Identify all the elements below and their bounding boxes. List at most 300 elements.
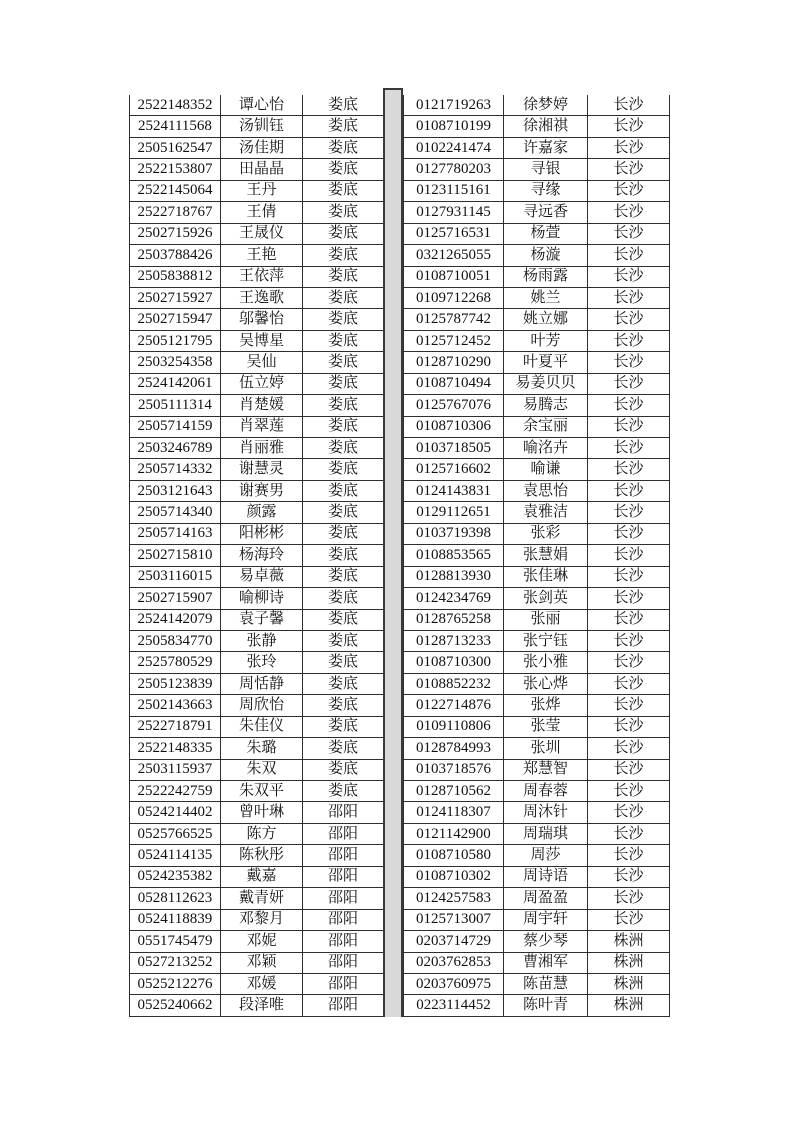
id-cell: 2522148335: [130, 738, 221, 759]
table-row: [404, 373, 670, 394]
city-cell: 长沙: [588, 223, 670, 244]
table-row: [404, 266, 670, 287]
name-cell: 张佳琳: [504, 566, 588, 587]
id-cell: 0124118307: [404, 802, 504, 823]
id-cell: 2502715926: [130, 223, 221, 244]
city-cell: 长沙: [588, 523, 670, 544]
city-cell: 娄底: [303, 673, 384, 694]
name-cell: 王逸歌: [221, 287, 303, 308]
city-cell: 长沙: [588, 738, 670, 759]
city-cell: 邵阳: [303, 888, 384, 909]
name-cell: 徐梦婷: [504, 95, 588, 116]
id-cell: 0127780203: [404, 159, 504, 180]
id-cell: 0108710051: [404, 266, 504, 287]
city-cell: 娄底: [303, 352, 384, 373]
city-cell: 邵阳: [303, 909, 384, 930]
id-cell: 0125716602: [404, 459, 504, 480]
name-cell: 张彩: [504, 523, 588, 544]
id-cell: 2502143663: [130, 695, 221, 716]
name-cell: 吴仙: [221, 352, 303, 373]
name-cell: 周莎: [504, 845, 588, 866]
table-row: [130, 888, 384, 909]
name-cell: 邬馨怡: [221, 309, 303, 330]
page-column-divider: [383, 88, 403, 1017]
name-cell: 周宇轩: [504, 909, 588, 930]
id-cell: 2502715810: [130, 545, 221, 566]
name-cell: 汤佳期: [221, 137, 303, 158]
roster-table-left: [129, 95, 384, 1017]
id-cell: 0527213252: [130, 952, 221, 973]
name-cell: 姚立娜: [504, 309, 588, 330]
name-cell: 蔡少琴: [504, 931, 588, 952]
city-cell: 长沙: [588, 373, 670, 394]
table-row: [130, 95, 384, 116]
table-row: [130, 330, 384, 351]
city-cell: 长沙: [588, 352, 670, 373]
id-cell: 2522718767: [130, 202, 221, 223]
id-cell: 0524235382: [130, 866, 221, 887]
name-cell: 邓颖: [221, 952, 303, 973]
name-cell: 周盈盈: [504, 888, 588, 909]
id-cell: 2503116015: [130, 566, 221, 587]
name-cell: 寻缘: [504, 180, 588, 201]
id-cell: 2505838812: [130, 266, 221, 287]
name-cell: 袁子馨: [221, 609, 303, 630]
id-cell: 2522145064: [130, 180, 221, 201]
table-row: [130, 309, 384, 330]
name-cell: 杨雨露: [504, 266, 588, 287]
id-cell: 0108710306: [404, 416, 504, 437]
name-cell: 邓媛: [221, 973, 303, 994]
id-cell: 0524214402: [130, 802, 221, 823]
id-cell: 2522718791: [130, 716, 221, 737]
name-cell: 余宝丽: [504, 416, 588, 437]
table-row: [130, 630, 384, 651]
name-cell: 易腾志: [504, 395, 588, 416]
name-cell: 周沐针: [504, 802, 588, 823]
city-cell: 娄底: [303, 652, 384, 673]
name-cell: 肖楚媛: [221, 395, 303, 416]
name-cell: 王倩: [221, 202, 303, 223]
table-row: [130, 159, 384, 180]
city-cell: 长沙: [588, 888, 670, 909]
id-cell: 2505714159: [130, 416, 221, 437]
city-cell: 娄底: [303, 159, 384, 180]
id-cell: 2502715907: [130, 588, 221, 609]
table-row: [130, 480, 384, 501]
city-cell: 长沙: [588, 823, 670, 844]
city-cell: 长沙: [588, 845, 670, 866]
name-cell: 袁雅洁: [504, 502, 588, 523]
city-cell: 娄底: [303, 309, 384, 330]
table-row: [404, 502, 670, 523]
city-cell: 长沙: [588, 802, 670, 823]
table-row: [130, 652, 384, 673]
table-row: [404, 716, 670, 737]
name-cell: 张玲: [221, 652, 303, 673]
table-row: [130, 395, 384, 416]
table-row: [130, 866, 384, 887]
table-row: [130, 995, 384, 1016]
city-cell: 长沙: [588, 416, 670, 437]
name-cell: 杨萱: [504, 223, 588, 244]
city-cell: 娄底: [303, 759, 384, 780]
name-cell: 易卓薇: [221, 566, 303, 587]
id-cell: 0525766525: [130, 823, 221, 844]
name-cell: 陈叶青: [504, 995, 588, 1016]
table-row: [404, 845, 670, 866]
city-cell: 长沙: [588, 438, 670, 459]
table-row: [404, 287, 670, 308]
table-row: [404, 738, 670, 759]
id-cell: 2525780529: [130, 652, 221, 673]
id-cell: 0128710290: [404, 352, 504, 373]
id-cell: 0525212276: [130, 973, 221, 994]
name-cell: 叶夏平: [504, 352, 588, 373]
id-cell: 0203714729: [404, 931, 504, 952]
id-cell: 0103718505: [404, 438, 504, 459]
table-row: [404, 952, 670, 973]
table-row: [404, 352, 670, 373]
id-cell: 2505123839: [130, 673, 221, 694]
name-cell: 杨海玲: [221, 545, 303, 566]
city-cell: 长沙: [588, 459, 670, 480]
id-cell: 0203762853: [404, 952, 504, 973]
city-cell: 长沙: [588, 502, 670, 523]
id-cell: 0124257583: [404, 888, 504, 909]
name-cell: 朱双平: [221, 781, 303, 802]
id-cell: 0125716531: [404, 223, 504, 244]
city-cell: 长沙: [588, 866, 670, 887]
city-cell: 娄底: [303, 609, 384, 630]
city-cell: 娄底: [303, 180, 384, 201]
name-cell: 段泽唯: [221, 995, 303, 1016]
city-cell: 长沙: [588, 695, 670, 716]
id-cell: 0109110806: [404, 716, 504, 737]
name-cell: 张小雅: [504, 652, 588, 673]
table-row: [404, 245, 670, 266]
id-cell: 2505162547: [130, 137, 221, 158]
city-cell: 娄底: [303, 416, 384, 437]
city-cell: 娄底: [303, 137, 384, 158]
id-cell: 0321265055: [404, 245, 504, 266]
name-cell: 叶芳: [504, 330, 588, 351]
city-cell: 娄底: [303, 245, 384, 266]
table-row: [130, 116, 384, 137]
city-cell: 娄底: [303, 223, 384, 244]
name-cell: 袁思怡: [504, 480, 588, 501]
name-cell: 周瑞琪: [504, 823, 588, 844]
city-cell: 长沙: [588, 330, 670, 351]
name-cell: 肖翠莲: [221, 416, 303, 437]
city-cell: 娄底: [303, 781, 384, 802]
id-cell: 0108710494: [404, 373, 504, 394]
name-cell: 王丹: [221, 180, 303, 201]
name-cell: 王依萍: [221, 266, 303, 287]
name-cell: 戴嘉: [221, 866, 303, 887]
city-cell: 娄底: [303, 738, 384, 759]
id-cell: 2524142079: [130, 609, 221, 630]
name-cell: 喻谦: [504, 459, 588, 480]
id-cell: 2524142061: [130, 373, 221, 394]
table-row: [130, 823, 384, 844]
name-cell: 邓黎月: [221, 909, 303, 930]
id-cell: 0125713007: [404, 909, 504, 930]
city-cell: 邵阳: [303, 995, 384, 1016]
name-cell: 周诗语: [504, 866, 588, 887]
city-cell: 娄底: [303, 588, 384, 609]
name-cell: 朱佳仪: [221, 716, 303, 737]
name-cell: 喻柳诗: [221, 588, 303, 609]
city-cell: 长沙: [588, 480, 670, 501]
city-cell: 株洲: [588, 995, 670, 1016]
name-cell: 许嘉家: [504, 137, 588, 158]
id-cell: 2503788426: [130, 245, 221, 266]
city-cell: 长沙: [588, 652, 670, 673]
id-cell: 0551745479: [130, 931, 221, 952]
id-cell: 2522242759: [130, 781, 221, 802]
city-cell: 邵阳: [303, 973, 384, 994]
city-cell: 娄底: [303, 716, 384, 737]
city-cell: 娄底: [303, 523, 384, 544]
id-cell: 0524118839: [130, 909, 221, 930]
name-cell: 陈秋彤: [221, 845, 303, 866]
table-row: [130, 738, 384, 759]
name-cell: 谭心怡: [221, 95, 303, 116]
table-row: [130, 245, 384, 266]
id-cell: 0524114135: [130, 845, 221, 866]
table-row: [404, 459, 670, 480]
city-cell: 长沙: [588, 609, 670, 630]
city-cell: 娄底: [303, 630, 384, 651]
name-cell: 张剑英: [504, 588, 588, 609]
table-row: [130, 588, 384, 609]
city-cell: 娄底: [303, 266, 384, 287]
id-cell: 0528112623: [130, 888, 221, 909]
city-cell: 长沙: [588, 781, 670, 802]
table-row: [404, 480, 670, 501]
table-row: [130, 287, 384, 308]
id-cell: 2503121643: [130, 480, 221, 501]
table-row: [130, 566, 384, 587]
city-cell: 长沙: [588, 180, 670, 201]
id-cell: 0121719263: [404, 95, 504, 116]
id-cell: 0129112651: [404, 502, 504, 523]
table-row: [404, 652, 670, 673]
city-cell: 长沙: [588, 116, 670, 137]
city-cell: 株洲: [588, 931, 670, 952]
id-cell: 0128710562: [404, 781, 504, 802]
table-row: [404, 673, 670, 694]
name-cell: 喻洺卉: [504, 438, 588, 459]
id-cell: 2505714332: [130, 459, 221, 480]
city-cell: 娄底: [303, 566, 384, 587]
city-cell: 娄底: [303, 330, 384, 351]
name-cell: 伍立婷: [221, 373, 303, 394]
table-row: [130, 759, 384, 780]
name-cell: 陈方: [221, 823, 303, 844]
table-row: [404, 909, 670, 930]
city-cell: 娄底: [303, 95, 384, 116]
id-cell: 0124143831: [404, 480, 504, 501]
table-row: [404, 973, 670, 994]
city-cell: 株洲: [588, 973, 670, 994]
table-row: [404, 137, 670, 158]
id-cell: 0103719398: [404, 523, 504, 544]
id-cell: 0127931145: [404, 202, 504, 223]
name-cell: 吴博星: [221, 330, 303, 351]
name-cell: 曹湘军: [504, 952, 588, 973]
name-cell: 邓妮: [221, 931, 303, 952]
table-row: [404, 866, 670, 887]
table-row: [130, 545, 384, 566]
table-row: [404, 95, 670, 116]
table-row: [130, 952, 384, 973]
table-row: [130, 673, 384, 694]
city-cell: 长沙: [588, 759, 670, 780]
table-row: [130, 502, 384, 523]
table-row: [130, 416, 384, 437]
id-cell: 0128813930: [404, 566, 504, 587]
name-cell: 张静: [221, 630, 303, 651]
table-row: [130, 373, 384, 394]
city-cell: 娄底: [303, 287, 384, 308]
name-cell: 田晶晶: [221, 159, 303, 180]
id-cell: 0102241474: [404, 137, 504, 158]
roster-table-right: [403, 95, 670, 1017]
id-cell: 0203760975: [404, 973, 504, 994]
name-cell: 陈苗慧: [504, 973, 588, 994]
city-cell: 邵阳: [303, 823, 384, 844]
table-row: [130, 459, 384, 480]
id-cell: 2505111314: [130, 395, 221, 416]
city-cell: 长沙: [588, 716, 670, 737]
id-cell: 2503115937: [130, 759, 221, 780]
table-row: [130, 438, 384, 459]
name-cell: 张烨: [504, 695, 588, 716]
table-row: [404, 759, 670, 780]
name-cell: 杨漩: [504, 245, 588, 266]
id-cell: 0122714876: [404, 695, 504, 716]
name-cell: 张慧娟: [504, 545, 588, 566]
table-row: [130, 781, 384, 802]
id-cell: 2503254358: [130, 352, 221, 373]
city-cell: 娄底: [303, 373, 384, 394]
city-cell: 长沙: [588, 309, 670, 330]
id-cell: 2505714340: [130, 502, 221, 523]
table-row: [130, 137, 384, 158]
id-cell: 0108710300: [404, 652, 504, 673]
id-cell: 0123115161: [404, 180, 504, 201]
table-row: [404, 630, 670, 651]
name-cell: 张心烨: [504, 673, 588, 694]
city-cell: 娄底: [303, 202, 384, 223]
id-cell: 0128784993: [404, 738, 504, 759]
name-cell: 颜露: [221, 502, 303, 523]
id-cell: 0108852232: [404, 673, 504, 694]
city-cell: 长沙: [588, 266, 670, 287]
id-cell: 0109712268: [404, 287, 504, 308]
city-cell: 长沙: [588, 137, 670, 158]
table-row: [130, 180, 384, 201]
table-row: [404, 202, 670, 223]
name-cell: 张圳: [504, 738, 588, 759]
id-cell: 0121142900: [404, 823, 504, 844]
name-cell: 谢慧灵: [221, 459, 303, 480]
table-row: [130, 931, 384, 952]
id-cell: 0125787742: [404, 309, 504, 330]
table-row: [404, 116, 670, 137]
name-cell: 肖丽雅: [221, 438, 303, 459]
table-row: [404, 523, 670, 544]
table-row: [404, 995, 670, 1016]
city-cell: 邵阳: [303, 866, 384, 887]
roster-table-right-body: [404, 95, 670, 1016]
city-cell: 长沙: [588, 673, 670, 694]
table-row: [130, 352, 384, 373]
table-row: [404, 823, 670, 844]
name-cell: 谢赛男: [221, 480, 303, 501]
city-cell: 娄底: [303, 545, 384, 566]
name-cell: 阳彬彬: [221, 523, 303, 544]
city-cell: 长沙: [588, 545, 670, 566]
city-cell: 邵阳: [303, 802, 384, 823]
city-cell: 娄底: [303, 480, 384, 501]
name-cell: 王晟仪: [221, 223, 303, 244]
city-cell: 长沙: [588, 245, 670, 266]
id-cell: 2524111568: [130, 116, 221, 137]
table-row: [130, 523, 384, 544]
id-cell: 2502715947: [130, 309, 221, 330]
name-cell: 周恬静: [221, 673, 303, 694]
city-cell: 娄底: [303, 695, 384, 716]
id-cell: 0108710199: [404, 116, 504, 137]
table-row: [404, 180, 670, 201]
table-row: [130, 695, 384, 716]
city-cell: 长沙: [588, 909, 670, 930]
table-row: [404, 395, 670, 416]
name-cell: 戴青妍: [221, 888, 303, 909]
table-row: [404, 330, 670, 351]
id-cell: 0108710302: [404, 866, 504, 887]
name-cell: 张莹: [504, 716, 588, 737]
city-cell: 娄底: [303, 116, 384, 137]
city-cell: 长沙: [588, 95, 670, 116]
table-row: [404, 695, 670, 716]
id-cell: 2505834770: [130, 630, 221, 651]
table-row: [130, 802, 384, 823]
name-cell: 汤钏钰: [221, 116, 303, 137]
id-cell: 0125767076: [404, 395, 504, 416]
table-row: [404, 609, 670, 630]
name-cell: 郑慧智: [504, 759, 588, 780]
id-cell: 0128713233: [404, 630, 504, 651]
city-cell: 长沙: [588, 566, 670, 587]
name-cell: 姚兰: [504, 287, 588, 308]
id-cell: 0525240662: [130, 995, 221, 1016]
city-cell: 株洲: [588, 952, 670, 973]
table-row: [404, 802, 670, 823]
id-cell: 0223114452: [404, 995, 504, 1016]
city-cell: 长沙: [588, 395, 670, 416]
id-cell: 2522148352: [130, 95, 221, 116]
name-cell: 周春蓉: [504, 781, 588, 802]
table-row: [130, 845, 384, 866]
id-cell: 2503246789: [130, 438, 221, 459]
city-cell: 长沙: [588, 630, 670, 651]
city-cell: 娄底: [303, 395, 384, 416]
table-row: [130, 909, 384, 930]
